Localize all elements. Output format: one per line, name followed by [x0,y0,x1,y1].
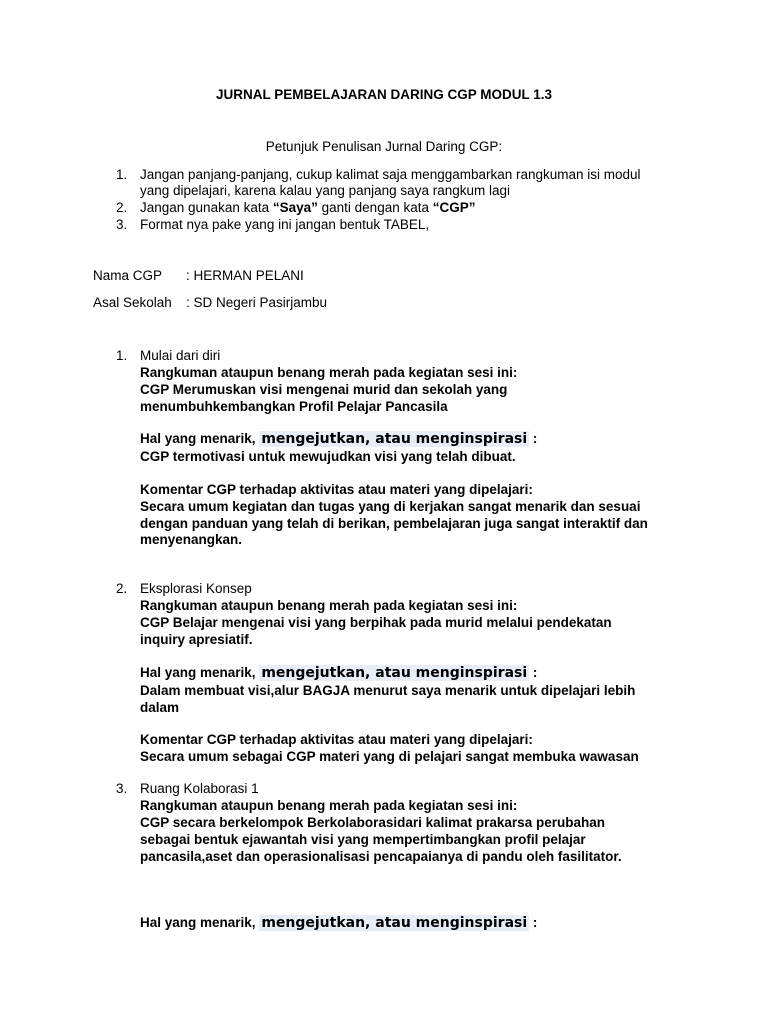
interest-label [140,914,537,932]
interest-line: Dalam membuat visi,alur BAGJA menurut saya menarik untuk dipelajari lebih [140,683,636,698]
comment-line: menyenangkan. [140,532,243,547]
comment-label: Komentar CGP terhadap aktivitas atau materi yang dipelajari: [140,482,533,497]
comment-line: dengan panduan yang telah di berikan, pembelajaran juga sangat interaktif dan [140,516,648,531]
section-number: 3. [116,781,128,796]
summary-line: CGP Belajar mengenai visi yang berpihak pada murid melalui pendekatan [140,615,612,630]
summary-label: Rangkuman ataupun benang merah pada kegiatan sesi ini: [140,798,518,813]
comment-line: Secara umum sebagai CGP materi yang di pelajari sangat membuka wawasan [140,749,639,764]
interest-prefix: Hal yang menarik, [140,431,260,446]
interest-label [140,430,537,448]
summary-label: Rangkuman ataupun benang merah pada kegiatan sesi ini: [140,365,518,380]
document-title: JURNAL PEMBELAJARAN DARING CGP MODUL 1.3 [215,87,553,102]
interest-highlight: mengejutkan, atau menginspirasi [261,431,528,447]
rule-bold-word: “Saya” [272,200,318,215]
interest-line: dalam [140,700,180,715]
interest-highlight: mengejutkan, atau menginspirasi [261,665,528,681]
school-label: Asal Sekolah [93,295,172,310]
name-value: : HERMAN PELANI [186,268,304,283]
interest-highlight: mengejutkan, atau menginspirasi [261,915,528,931]
rule-number: 1. [116,167,128,182]
summary-line: CGP Merumuskan visi mengenai murid dan sekolah yang [140,382,508,397]
comment-label: Komentar CGP terhadap aktivitas atau materi yang dipelajari: [140,732,533,747]
rule-text-pre: Jangan gunakan kata [140,200,273,215]
summary-line: pancasila,aset dan operasionalisasi pencapaianya di pandu oleh fasilitator. [140,849,622,864]
interest-prefix: Hal yang menarik, [140,915,260,930]
section-heading: Mulai dari diri [140,348,221,363]
rule-text: Format nya pake yang ini jangan bentuk TABEL, [140,217,430,232]
interest-suffix: : [529,431,538,446]
rule-text-line: Jangan panjang-panjang, cukup kalimat saja menggambarkan rangkuman isi modul [140,167,641,182]
rule-text [140,200,476,216]
summary-line: inquiry apresiatif. [140,632,253,647]
summary-label: Rangkuman ataupun benang merah pada kegiatan sesi ini: [140,598,518,613]
summary-line: menumbuhkembangkan Profil Pelajar Pancasila [140,399,448,414]
name-label: Nama CGP [93,268,163,283]
comment-line: Secara umum kegiatan dan tugas yang di kerjakan sangat menarik dan sesuai [140,499,641,514]
section-number: 2. [116,581,128,596]
summary-line: CGP secara berkelompok Berkolaborasidari kalimat prakarsa perubahan [140,815,605,830]
section-heading: Eksplorasi Konsep [140,581,252,596]
summary-line: sebagai bentuk ejawantah visi yang mempertimbangkan profil pelajar [140,832,586,847]
interest-suffix: : [529,915,538,930]
rule-bold-word: “CGP” [432,200,476,215]
rule-number: 3. [116,217,128,232]
school-value: : SD Negeri Pasirjambu [186,295,328,310]
rule-number: 2. [116,200,128,215]
interest-line: CGP termotivasi untuk mewujudkan visi yang telah dibuat. [140,449,516,464]
rule-text-mid: ganti dengan kata [317,200,433,215]
section-heading: Ruang Kolaborasi 1 [140,781,259,796]
rule-text-line: yang dipelajari, karena kalau yang panjang saya rangkum lagi [140,183,510,198]
interest-suffix: : [529,665,538,680]
instructions-heading: Petunjuk Penulisan Jurnal Daring CGP: [265,139,503,154]
interest-label [140,664,537,682]
interest-prefix: Hal yang menarik, [140,665,260,680]
section-number: 1. [116,348,128,363]
